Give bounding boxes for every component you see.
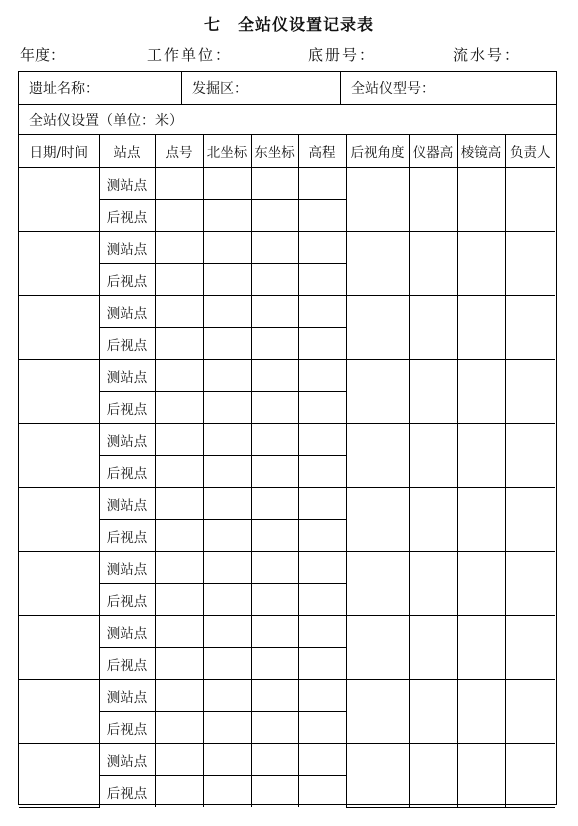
datetime-cell[interactable] [19,232,99,296]
point-number-cell[interactable] [155,232,203,264]
responsible-person-cell[interactable] [505,616,555,680]
column-header: 高程 [298,135,346,168]
elevation-cell[interactable] [298,232,346,264]
elevation-cell[interactable] [298,200,346,232]
north-coordinate-cell[interactable] [203,584,251,616]
prism-height-cell[interactable] [457,168,505,232]
east-coordinate-cell[interactable] [251,392,298,424]
elevation-cell[interactable] [298,616,346,648]
point-number-cell[interactable] [155,648,203,680]
station-label-cell: 后视点 [99,392,155,424]
elevation-cell[interactable] [298,712,346,744]
elevation-cell[interactable] [298,360,346,392]
work-unit-label: 工作单位： [147,46,233,64]
elevation-cell[interactable] [298,264,346,296]
backsight-angle-cell[interactable] [346,232,409,296]
station-label-cell: 测站点 [99,616,155,648]
east-coordinate-cell[interactable] [251,712,298,744]
east-coordinate-cell[interactable] [251,552,298,584]
north-coordinate-cell[interactable] [203,552,251,584]
datetime-cell[interactable] [19,296,99,360]
station-label-cell: 后视点 [99,456,155,488]
responsible-person-cell[interactable] [505,552,555,616]
station-label-cell: 测站点 [99,424,155,456]
column-header: 负责人 [505,135,555,168]
east-coordinate-cell[interactable] [251,456,298,488]
responsible-person-cell[interactable] [505,744,555,808]
instrument-height-cell[interactable] [409,680,457,744]
north-coordinate-cell[interactable] [203,648,251,680]
point-number-cell[interactable] [155,552,203,584]
north-coordinate-cell[interactable] [203,616,251,648]
table-row [19,552,555,584]
station-label-cell: 后视点 [99,264,155,296]
datetime-cell[interactable] [19,616,99,680]
backsight-angle-cell[interactable] [346,552,409,616]
record-sheet [18,71,557,805]
instrument-height-cell[interactable] [409,360,457,424]
setup-record-table [19,135,555,808]
station-label-cell: 后视点 [99,520,155,552]
table-row [19,488,555,520]
east-coordinate-cell[interactable] [251,232,298,264]
north-coordinate-cell[interactable] [203,296,251,328]
north-coordinate-cell[interactable] [203,680,251,712]
column-header: 点号 [155,135,203,168]
east-coordinate-cell[interactable] [251,488,298,520]
point-number-cell[interactable] [155,168,203,200]
elevation-cell[interactable] [298,680,346,712]
backsight-angle-cell[interactable] [346,744,409,808]
table-row [19,232,555,264]
station-label-cell: 测站点 [99,680,155,712]
instrument-height-cell[interactable] [409,552,457,616]
column-header: 后视角度 [346,135,409,168]
station-label-cell: 后视点 [99,584,155,616]
east-coordinate-cell[interactable] [251,328,298,360]
column-header: 东坐标 [251,135,298,168]
north-coordinate-cell[interactable] [203,200,251,232]
east-coordinate-cell[interactable] [251,200,298,232]
station-label-cell: 测站点 [99,744,155,776]
responsible-person-cell[interactable] [505,296,555,360]
setup-unit-label: 全站仪设置（单位：米） [19,105,556,135]
site-info-row [19,72,556,105]
east-coordinate-cell[interactable] [251,776,298,808]
station-label-cell: 测站点 [99,360,155,392]
table-header-row [19,135,555,168]
north-coordinate-cell[interactable] [203,424,251,456]
elevation-cell[interactable] [298,424,346,456]
page-title: 七 全站仪设置记录表 [203,15,374,34]
prism-height-cell[interactable] [457,296,505,360]
north-coordinate-cell[interactable] [203,360,251,392]
station-label-cell: 测站点 [99,168,155,200]
north-coordinate-cell[interactable] [203,712,251,744]
table-row [19,744,555,776]
backsight-angle-cell[interactable] [346,168,409,232]
elevation-cell[interactable] [298,168,346,200]
point-number-cell[interactable] [155,712,203,744]
east-coordinate-cell[interactable] [251,648,298,680]
datetime-cell[interactable] [19,488,99,552]
point-number-cell[interactable] [155,424,203,456]
east-coordinate-cell[interactable] [251,744,298,776]
point-number-cell[interactable] [155,680,203,712]
prism-height-cell[interactable] [457,424,505,488]
column-header: 站点 [99,135,155,168]
point-number-cell[interactable] [155,360,203,392]
backsight-angle-cell[interactable] [346,424,409,488]
datetime-cell[interactable] [19,744,99,808]
elevation-cell[interactable] [298,456,346,488]
east-coordinate-cell[interactable] [251,584,298,616]
north-coordinate-cell[interactable] [203,328,251,360]
prism-height-cell[interactable] [457,744,505,808]
north-coordinate-cell[interactable] [203,456,251,488]
backsight-angle-cell[interactable] [346,680,409,744]
instrument-height-cell[interactable] [409,488,457,552]
elevation-cell[interactable] [298,296,346,328]
point-number-cell[interactable] [155,328,203,360]
table-row [19,360,555,392]
register-number-label: 底册号： [308,46,377,64]
table-row [19,424,555,456]
table-body [19,168,555,808]
table-row [19,680,555,712]
excavation-area-field[interactable]: 发掘区： [181,72,340,104]
backsight-angle-cell[interactable] [346,360,409,424]
datetime-cell[interactable] [19,424,99,488]
elevation-cell[interactable] [298,584,346,616]
north-coordinate-cell[interactable] [203,232,251,264]
responsible-person-cell[interactable] [505,488,555,552]
elevation-cell[interactable] [298,776,346,808]
point-number-cell[interactable] [155,200,203,232]
east-coordinate-cell[interactable] [251,680,298,712]
elevation-cell[interactable] [298,552,346,584]
instrument-model-field[interactable]: 全站仪型号： [340,72,556,104]
datetime-cell[interactable] [19,680,99,744]
prism-height-cell[interactable] [457,680,505,744]
station-label-cell: 后视点 [99,712,155,744]
prism-height-cell[interactable] [457,360,505,424]
north-coordinate-cell[interactable] [203,488,251,520]
east-coordinate-cell[interactable] [251,360,298,392]
station-label-cell: 测站点 [99,232,155,264]
instrument-height-cell[interactable] [409,296,457,360]
column-header: 北坐标 [203,135,251,168]
point-number-cell[interactable] [155,584,203,616]
east-coordinate-cell[interactable] [251,616,298,648]
station-label-cell: 后视点 [99,328,155,360]
site-name-field[interactable]: 遗址名称： [29,81,99,97]
point-number-cell[interactable] [155,520,203,552]
east-coordinate-cell[interactable] [251,520,298,552]
responsible-person-cell[interactable] [505,424,555,488]
elevation-cell[interactable] [298,520,346,552]
east-coordinate-cell[interactable] [251,168,298,200]
datetime-cell[interactable] [19,360,99,424]
responsible-person-cell[interactable] [505,360,555,424]
elevation-cell[interactable] [298,328,346,360]
table-row [19,616,555,648]
prism-height-cell[interactable] [457,616,505,680]
instrument-height-cell[interactable] [409,168,457,232]
point-number-cell[interactable] [155,264,203,296]
table-row [19,296,555,328]
datetime-cell[interactable] [19,168,99,232]
east-coordinate-cell[interactable] [251,296,298,328]
elevation-cell[interactable] [298,648,346,680]
north-coordinate-cell[interactable] [203,520,251,552]
backsight-angle-cell[interactable] [346,616,409,680]
elevation-cell[interactable] [298,744,346,776]
north-coordinate-cell[interactable] [203,264,251,296]
serial-number-label: 流水号： [453,46,522,64]
prism-height-cell[interactable] [457,552,505,616]
backsight-angle-cell[interactable] [346,488,409,552]
elevation-cell[interactable] [298,392,346,424]
responsible-person-cell[interactable] [505,168,555,232]
station-label-cell: 测站点 [99,552,155,584]
backsight-angle-cell[interactable] [346,296,409,360]
point-number-cell[interactable] [155,392,203,424]
instrument-height-cell[interactable] [409,232,457,296]
point-number-cell[interactable] [155,296,203,328]
east-coordinate-cell[interactable] [251,264,298,296]
instrument-height-cell[interactable] [409,616,457,680]
point-number-cell[interactable] [155,456,203,488]
station-label-cell: 后视点 [99,776,155,808]
point-number-cell[interactable] [155,744,203,776]
table-row [19,168,555,200]
point-number-cell[interactable] [155,616,203,648]
elevation-cell[interactable] [298,488,346,520]
north-coordinate-cell[interactable] [203,744,251,776]
north-coordinate-cell[interactable] [203,168,251,200]
point-number-cell[interactable] [155,776,203,808]
datetime-cell[interactable] [19,552,99,616]
responsible-person-cell[interactable] [505,232,555,296]
instrument-height-cell[interactable] [409,744,457,808]
north-coordinate-cell[interactable] [203,776,251,808]
column-header: 棱镜高 [457,135,505,168]
station-label-cell: 后视点 [99,200,155,232]
year-label: 年度： [20,46,66,64]
station-label-cell: 后视点 [99,648,155,680]
station-label-cell: 测站点 [99,296,155,328]
station-label-cell: 测站点 [99,488,155,520]
point-number-cell[interactable] [155,488,203,520]
prism-height-cell[interactable] [457,488,505,552]
north-coordinate-cell[interactable] [203,392,251,424]
instrument-height-cell[interactable] [409,424,457,488]
column-header: 仪器高 [409,135,457,168]
east-coordinate-cell[interactable] [251,424,298,456]
responsible-person-cell[interactable] [505,680,555,744]
prism-height-cell[interactable] [457,232,505,296]
column-header: 日期/时间 [19,135,99,168]
